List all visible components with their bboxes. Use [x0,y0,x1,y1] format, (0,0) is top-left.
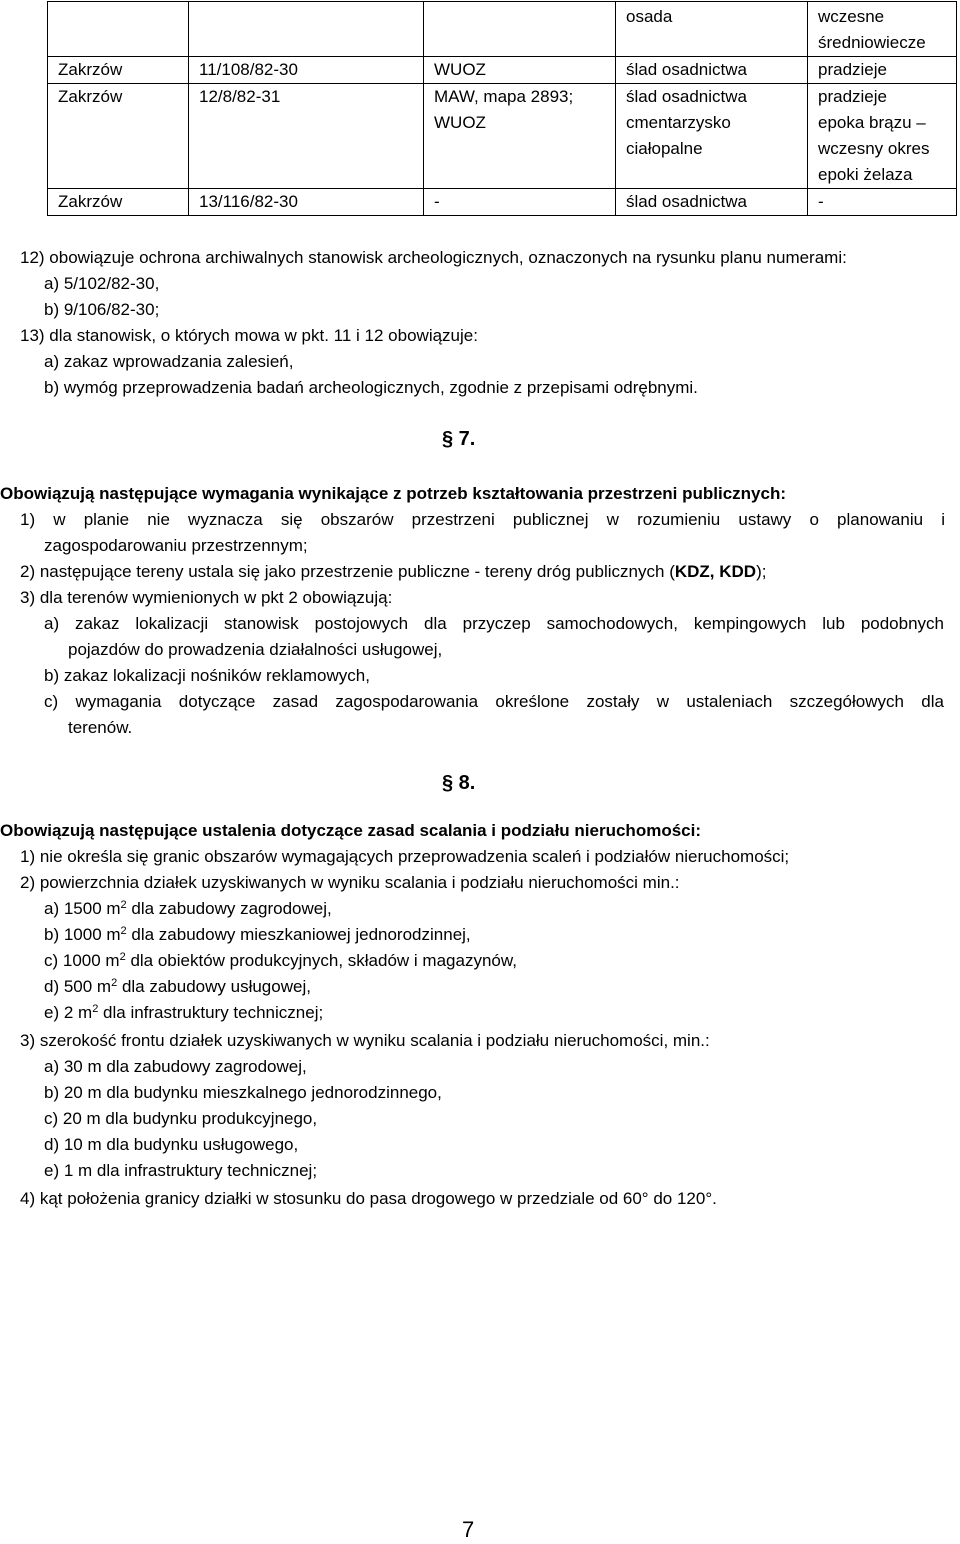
table-cell: WUOZ [424,110,616,189]
section-7-point-3a-line-2: pojazdów do prowadzenia działalności usługowej, [68,640,443,659]
list-item: c) 20 m dla budynku produkcyjnego, [44,1109,318,1128]
page-number: 7 [462,1517,475,1542]
table-cell: wczesne średniowiecze [808,2,957,57]
section-8-point-2: 2) powierzchnia działek uzyskiwanych w wyniku scalania i podziału nieruchomości min.: [20,873,680,892]
list-item: b) 20 m dla budynku mieszkalnego jednorodzinnego, [44,1083,442,1102]
list-item: e) 1 m dla infrastruktury technicznej; [44,1161,318,1180]
table-cell: ślad osadnictwa [616,84,808,111]
table-cell: Zakrzów [48,84,189,111]
point-12: 12) obowiązuje ochrona archiwalnych stanowisk archeologicznych, oznaczonych na rysunku planu numerami: [20,248,847,267]
list-item [44,896,332,922]
table-row [48,189,957,216]
section-8-point-4: 4) kąt położenia granicy działki w stosunku do pasa drogowego w przedziale od 60° do 120°. [20,1189,717,1208]
table-cell: epoka brązu – wczesny okres epoki żelaza [808,110,957,189]
point-13-a: a) zakaz wprowadzania zalesień, [44,352,294,371]
table-row [48,84,957,111]
section-7-point-3c-line-2: terenów. [68,718,133,737]
table-cell: 11/108/82-30 [189,57,424,84]
section-7-point-1-line-2: zagospodarowaniu przestrzennym; [44,536,308,555]
table-cell: pradzieje [808,84,957,111]
item-text: dla zabudowy usługowej, [117,977,311,996]
superscript: 2 [120,899,127,911]
section-7-heading: Obowiązują następujące wymagania wynikające z potrzeb kształtowania przestrzeni publicznych: [0,484,786,503]
point-12-b: b) 9/106/82-30; [44,300,160,319]
table-cell: MAW, mapa 2893; [424,84,616,111]
point-2-end: ); [756,562,767,581]
table-cell: pradzieje [808,57,957,84]
table-cell [189,110,424,189]
superscript: 2 [119,951,126,963]
section-7-point-3a-line-1: a) zakaz lokalizacji stanowisk postojowych dla przyczep samochodowych, kempingowych lub podobnych [44,614,944,633]
point-12-a: a) 5/102/82-30, [44,274,160,293]
table-cell: WUOZ [424,57,616,84]
table-row [48,110,957,189]
section-7-sign: § 7. [442,428,476,450]
table-cell: Zakrzów [48,189,189,216]
table-cell: ślad osadnictwa [616,57,808,84]
section-7-point-3c-line-1: c) wymagania dotyczące zasad zagospodarowania określone zostały w ustaleniach szczegółowych dla [44,692,944,711]
list-item: d) 10 m dla budynku usługowego, [44,1135,299,1154]
sites-table [47,1,957,216]
superscript: 2 [92,1003,99,1015]
point-2-text: 2) następujące tereny ustala się jako przestrzenie publiczne - tereny dróg publicznych ( [20,562,675,581]
point-13: 13) dla stanowisk, o których mowa w pkt. 11 i 12 obowiązuje: [20,326,478,345]
table-cell [424,2,616,57]
section-8-sign: § 8. [442,772,476,794]
item-text: e) 2 m [44,1003,93,1022]
item-text: a) 1500 m [44,899,121,918]
table-row [48,2,957,57]
section-8-point-1: 1) nie określa się granic obszarów wymagających przeprowadzenia scaleń i podziałów nieruchomości; [20,847,790,866]
section-7-point-2 [20,559,766,585]
table-row [48,57,957,84]
item-text: b) 1000 m [44,925,121,944]
table-cell: cmentarzysko ciałopalne [616,110,808,189]
list-item [44,948,517,974]
section-7-point-1-line-1: 1) w planie nie wyznacza się obszarów przestrzeni publicznej w rozumieniu ustawy o planowaniu i [20,510,945,529]
item-text: c) 1000 m [44,951,120,970]
item-text: dla zabudowy zagrodowej, [126,899,332,918]
list-item: a) 30 m dla zabudowy zagrodowej, [44,1057,307,1076]
table-cell: 12/8/82-31 [189,84,424,111]
table-cell [48,2,189,57]
section-7-point-3: 3) dla terenów wymienionych w pkt 2 obowiązują: [20,588,393,607]
section-7-point-3b: b) zakaz lokalizacji nośników reklamowych, [44,666,370,685]
item-text: dla infrastruktury technicznej; [98,1003,324,1022]
superscript: 2 [111,977,118,989]
list-item [44,974,311,1000]
table-cell: Zakrzów [48,57,189,84]
table-cell: - [808,189,957,216]
road-symbols: KDZ, KDD [674,562,757,581]
table-cell: 13/116/82-30 [189,189,424,216]
superscript: 2 [120,925,127,937]
section-8-point-3: 3) szerokość frontu działek uzyskiwanych w wyniku scalania i podziału nieruchomości, min.: [20,1031,710,1050]
point-13-b: b) wymóg przeprowadzenia badań archeologicznych, zgodnie z przepisami odrębnymi. [44,378,698,397]
item-text: d) 500 m [44,977,112,996]
table-cell [48,110,189,189]
table-cell: - [424,189,616,216]
list-item [44,922,471,948]
section-8-heading: Obowiązują następujące ustalenia dotyczące zasad scalania i podziału nieruchomości: [0,821,701,840]
item-text: dla zabudowy mieszkaniowej jednorodzinnej, [126,925,471,944]
table-cell [189,2,424,57]
item-text: dla obiektów produkcyjnych, składów i magazynów, [125,951,517,970]
list-item [44,1000,323,1026]
table-cell: osada [616,2,808,57]
table-cell: ślad osadnictwa [616,189,808,216]
